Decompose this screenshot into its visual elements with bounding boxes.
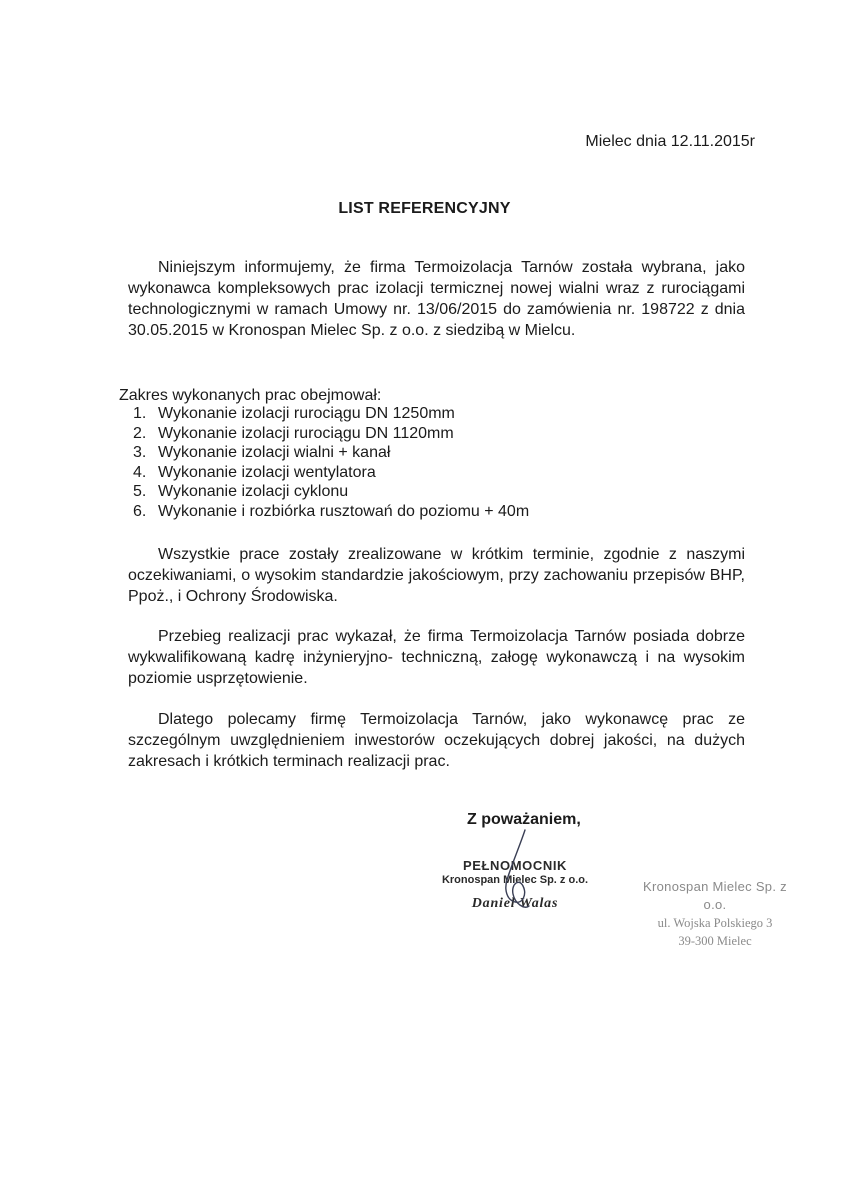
quality-paragraph: Wszystkie prace zostały zrealizowane w krótkim terminie, zgodnie z naszymi oczekiwaniami, o wysokim standardzie jakościowym, przy zachowaniu przepisów BHP, Ppoż., i Ochrony Środowiska. bbox=[128, 546, 745, 605]
scope-item-number: 6. bbox=[133, 502, 147, 520]
scope-item-number: 5. bbox=[133, 483, 147, 500]
company-stamp bbox=[630, 878, 800, 950]
scope-list bbox=[133, 404, 529, 521]
scope-item bbox=[133, 404, 529, 424]
stamp-signatory-name: Daniel Walas bbox=[471, 896, 559, 911]
scope-item-number: 3. bbox=[133, 444, 147, 461]
intro-paragraph: Niniejszym informujemy, że firma Termoizolacja Tarnów została wybrana, jako wykonawca kompleksowych prac izolacji termicznej nowej wialni wraz z rurociągami technologicznymi w ramach Umowy nr. 13/06/2015 do zamówienia nr. 198722 z dnia 30.05.2015 w Kronospan Mielec Sp. z o.o. z siedzibą w Mielcu. bbox=[128, 259, 745, 339]
company-stamp-name: Kronospan Mielec Sp. z o.o. bbox=[643, 879, 787, 912]
staff-paragraph: Przebieg realizacji prac wykazał, że firma Termoizolacja Tarnów posiada dobrze wykwalifikowaną kadrę inżynieryjno- techniczną, załogę wykonawczą i na wysokim poziomie usprzętowienie. bbox=[128, 628, 745, 687]
stamp-company-name: Kronospan Mielec Sp. z o.o. bbox=[441, 874, 589, 886]
scope-item bbox=[133, 482, 529, 502]
scope-intro: Zakres wykonanych prac obejmował: bbox=[119, 387, 382, 404]
scope-item bbox=[133, 443, 529, 463]
scope-item bbox=[133, 463, 529, 483]
company-stamp-city: 39-300 Mielec bbox=[678, 934, 752, 948]
scope-item-text: Wykonanie izolacji cyklonu bbox=[158, 483, 349, 500]
scope-item bbox=[133, 502, 529, 522]
scope-item bbox=[133, 424, 529, 444]
scope-item-text: Wykonanie i rozbiórka rusztowań do poziomu + 40m bbox=[158, 502, 530, 520]
scope-item-number: 4. bbox=[133, 463, 147, 481]
scope-item-number: 2. bbox=[133, 424, 147, 442]
handwritten-signature bbox=[485, 828, 555, 918]
letter-date: Mielec dnia 12.11.2015r bbox=[585, 133, 755, 150]
closing-salutation: Z poważaniem, bbox=[467, 811, 581, 828]
scope-item-text: Wykonanie izolacji wialni + kanał bbox=[158, 444, 391, 461]
letter-title: LIST REFERENCYJNY bbox=[338, 200, 511, 217]
scope-item-text: Wykonanie izolacji rurociągu DN 1120mm bbox=[158, 424, 454, 442]
scope-item-text: Wykonanie izolacji wentylatora bbox=[158, 463, 376, 481]
scope-item-number: 1. bbox=[133, 405, 147, 422]
scope-item-text: Wykonanie izolacji rurociągu DN 1250mm bbox=[158, 405, 455, 422]
recommendation-paragraph: Dlatego polecamy firmę Termoizolacja Tarnów, jako wykonawcę prac ze szczególnym uwzględnieniem inwestorów oczekujących dobrej jakości, na dużych zakresach i krótkich terminach realizacji prac. bbox=[128, 711, 745, 770]
company-stamp-street: ul. Wojska Polskiego 3 bbox=[657, 916, 773, 930]
stamp-role: PEŁNOMOCNIK bbox=[462, 858, 568, 873]
